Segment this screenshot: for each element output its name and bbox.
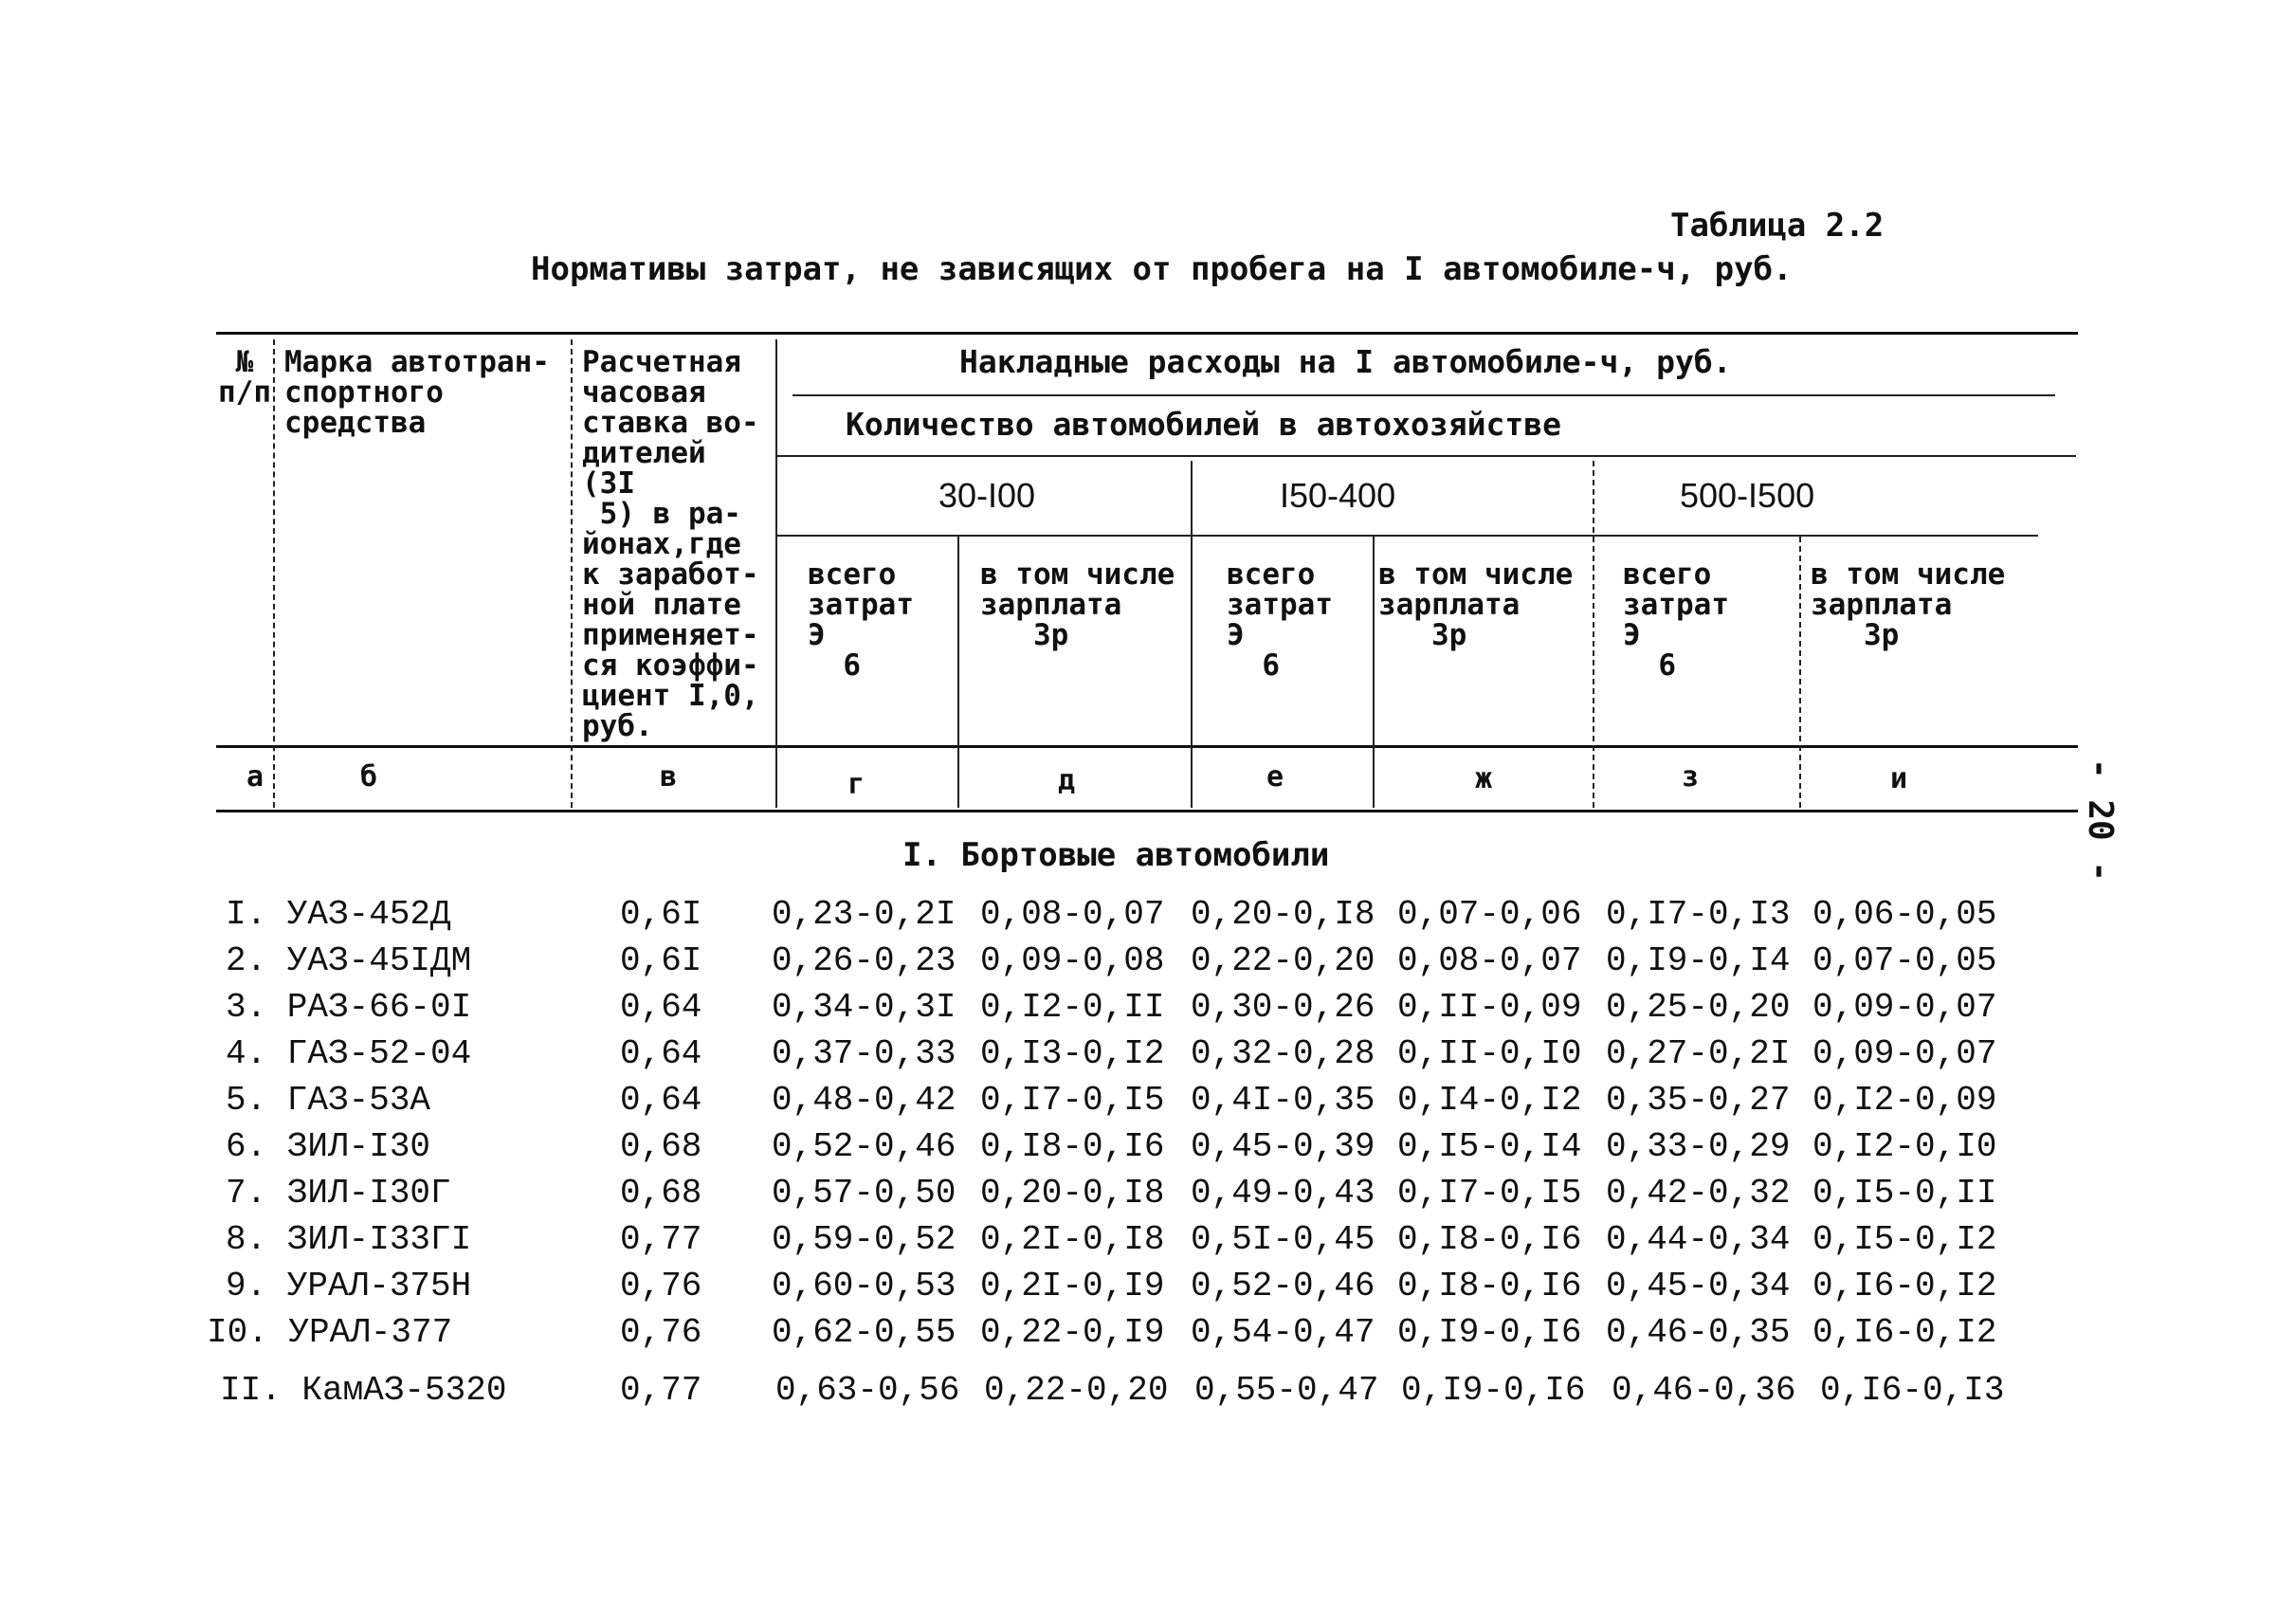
value-zh: 0,I9-0,I6 <box>1397 1313 1582 1352</box>
value-g: 0,48-0,42 <box>772 1081 956 1120</box>
rate-value: 0,77 <box>620 1220 702 1259</box>
header-overhead: Накладные расходы на I автомобиле-ч, руб. <box>959 343 1732 380</box>
value-g: 0,34-0,3I <box>772 988 956 1027</box>
value-z: 0,44-0,34 <box>1606 1220 1791 1259</box>
rate-value: 0,6I <box>620 895 702 934</box>
value-g: 0,37-0,33 <box>772 1034 956 1073</box>
value-z: 0,42-0,32 <box>1606 1174 1791 1213</box>
vehicle-name: 5. ГАЗ-53А <box>226 1081 431 1120</box>
value-z: 0,27-0,2I <box>1606 1034 1791 1073</box>
table-row <box>0 895 2295 940</box>
vehicle-name: 2. УАЗ-45IДМ <box>226 941 472 980</box>
divider-range2 <box>1593 461 1594 808</box>
letter-g: г <box>847 768 865 801</box>
value-z: 0,45-0,34 <box>1606 1267 1791 1305</box>
value-g: 0,59-0,52 <box>772 1220 956 1259</box>
overhead-rule <box>792 394 2055 396</box>
rate-value: 0,76 <box>620 1313 702 1352</box>
table-row <box>0 1220 2295 1266</box>
value-e: 0,5I-0,45 <box>1191 1220 1375 1259</box>
header-top-rule <box>216 332 2078 335</box>
value-e: 0,30-0,26 <box>1191 988 1375 1027</box>
rate-value: 0,68 <box>620 1174 702 1213</box>
subheader-wage-1: в том числе зарплата Зр <box>980 557 1175 652</box>
divider-z-i <box>1799 537 1801 808</box>
table-row <box>0 1313 2295 1359</box>
value-d: 0,I2-0,II <box>980 988 1165 1027</box>
table-row <box>0 1267 2295 1312</box>
divider-a-b <box>273 339 275 808</box>
vehicle-name: I. УАЗ-452Д <box>226 895 451 934</box>
table-label: Таблица 2.2 <box>1670 207 1885 245</box>
value-i: 0,I5-0,II <box>1812 1174 1997 1213</box>
letter-d: д <box>1058 764 1076 797</box>
value-i: 0,I6-0,I3 <box>1820 1371 2005 1410</box>
value-e: 0,4I-0,35 <box>1191 1081 1375 1120</box>
value-d: 0,22-0,20 <box>984 1371 1169 1410</box>
page-number: - 20 - <box>2081 758 2120 883</box>
value-i: 0,06-0,05 <box>1812 895 1997 934</box>
value-g: 0,60-0,53 <box>772 1267 956 1305</box>
subheader-total-2: всего затрат Э 6 <box>1227 557 1333 683</box>
value-i: 0,09-0,07 <box>1812 988 1997 1027</box>
value-e: 0,55-0,47 <box>1194 1371 1379 1410</box>
value-i: 0,I6-0,I2 <box>1812 1313 1997 1352</box>
divider-g-d <box>957 537 959 808</box>
rate-value: 0,64 <box>620 988 702 1027</box>
value-d: 0,I8-0,I6 <box>980 1127 1165 1166</box>
value-zh: 0,I8-0,I6 <box>1397 1267 1582 1305</box>
vehicle-name: 8. ЗИЛ-I33ГI <box>226 1220 472 1259</box>
table-row <box>0 941 2295 987</box>
value-z: 0,25-0,20 <box>1606 988 1791 1027</box>
value-e: 0,54-0,47 <box>1191 1313 1375 1352</box>
letter-z: з <box>1682 760 1700 794</box>
value-zh: 0,I9-0,I6 <box>1401 1371 1586 1410</box>
vehicle-name: II. КамАЗ-5320 <box>220 1371 507 1410</box>
divider-range1 <box>1191 461 1193 808</box>
subheader-wage-2: в том числе зарплата Зр <box>1378 557 1574 652</box>
letter-e: е <box>1266 760 1284 794</box>
subheader-total-1: всего затрат Э 6 <box>808 557 914 683</box>
header-vehicle-count: Количество автомобилей в автохозяйстве <box>846 406 1561 443</box>
value-zh: 0,I5-0,I4 <box>1397 1127 1582 1166</box>
table-row <box>0 1127 2295 1173</box>
vehicle-name: 7. ЗИЛ-I30Г <box>226 1174 451 1213</box>
value-zh: 0,I4-0,I2 <box>1397 1081 1582 1120</box>
vehicle-name: 9. УРАЛ-375Н <box>226 1267 472 1305</box>
value-zh: 0,I8-0,I6 <box>1397 1220 1582 1259</box>
value-i: 0,I5-0,I2 <box>1812 1220 1997 1259</box>
value-e: 0,45-0,39 <box>1191 1127 1375 1166</box>
subheader-wage-3: в том числе зарплата Зр <box>1811 557 2006 652</box>
value-e: 0,20-0,I8 <box>1191 895 1375 934</box>
value-g: 0,57-0,50 <box>772 1174 956 1213</box>
value-e: 0,22-0,20 <box>1191 941 1375 980</box>
value-d: 0,I3-0,I2 <box>980 1034 1165 1073</box>
value-z: 0,46-0,36 <box>1612 1371 1796 1410</box>
rate-value: 0,76 <box>620 1267 702 1305</box>
value-d: 0,2I-0,I9 <box>980 1267 1165 1305</box>
vehicle-name: 4. ГАЗ-52-04 <box>226 1034 472 1073</box>
value-i: 0,07-0,05 <box>1812 941 1997 980</box>
rate-value: 0,68 <box>620 1127 702 1166</box>
header-brand: Марка автотран- спортного средства <box>284 345 550 440</box>
value-z: 0,I7-0,I3 <box>1606 895 1791 934</box>
value-g: 0,23-0,2I <box>772 895 956 934</box>
divider-b-c <box>571 339 573 808</box>
letter-a: а <box>246 760 264 794</box>
rate-value: 0,6I <box>620 941 702 980</box>
value-i: 0,I6-0,I2 <box>1812 1267 1997 1305</box>
section-title: I. Бортовые автомобили <box>902 836 1330 874</box>
table-row <box>0 988 2295 1033</box>
range-150-400: I50-400 <box>1280 476 1396 515</box>
rate-value: 0,77 <box>620 1371 702 1410</box>
value-d: 0,09-0,08 <box>980 941 1165 980</box>
vehicle-name: I0. УРАЛ-377 <box>207 1313 453 1352</box>
value-zh: 0,07-0,06 <box>1397 895 1582 934</box>
letters-bottom-rule <box>216 810 2078 812</box>
value-z: 0,33-0,29 <box>1606 1127 1791 1166</box>
value-g: 0,52-0,46 <box>772 1127 956 1166</box>
range-30-100: 30-I00 <box>938 476 1036 515</box>
value-i: 0,I2-0,I0 <box>1812 1127 1997 1166</box>
rate-value: 0,64 <box>620 1081 702 1120</box>
divider-c-d <box>775 339 777 808</box>
rate-value: 0,64 <box>620 1034 702 1073</box>
value-g: 0,62-0,55 <box>772 1313 956 1352</box>
table-row <box>0 1174 2295 1219</box>
vehicle-name: 6. ЗИЛ-I30 <box>226 1127 431 1166</box>
value-i: 0,09-0,07 <box>1812 1034 1997 1073</box>
subheader-total-3: всего затрат Э 6 <box>1623 557 1729 683</box>
header-rate: Расчетная часовая ставка во- дителей (ЗI 5) в ра- йонах,где к заработ- ной плате применяет- ся коэффи- циент I,0, руб. <box>582 345 759 743</box>
value-e: 0,52-0,46 <box>1191 1267 1375 1305</box>
table-row <box>0 1081 2295 1126</box>
header-num: № п/п <box>218 345 271 410</box>
value-z: 0,35-0,27 <box>1606 1081 1791 1120</box>
range-rule <box>777 535 2038 537</box>
letter-v: в <box>660 760 678 794</box>
letter-i: и <box>1890 762 1908 795</box>
value-e: 0,49-0,43 <box>1191 1174 1375 1213</box>
value-d: 0,2I-0,I8 <box>980 1220 1165 1259</box>
value-zh: 0,I7-0,I5 <box>1397 1174 1582 1213</box>
value-z: 0,I9-0,I4 <box>1606 941 1791 980</box>
value-e: 0,32-0,28 <box>1191 1034 1375 1073</box>
value-d: 0,I7-0,I5 <box>980 1081 1165 1120</box>
value-g: 0,26-0,23 <box>772 941 956 980</box>
table-row <box>0 1371 2295 1416</box>
value-d: 0,20-0,I8 <box>980 1174 1165 1213</box>
value-i: 0,I2-0,09 <box>1812 1081 1997 1120</box>
value-zh: 0,II-0,09 <box>1397 988 1582 1027</box>
letter-zh: ж <box>1475 762 1493 795</box>
value-d: 0,08-0,07 <box>980 895 1165 934</box>
count-rule <box>777 455 2076 457</box>
table-title: Нормативы затрат, не зависящих от пробега на I автомобиле-ч, руб. <box>531 250 1793 288</box>
value-d: 0,22-0,I9 <box>980 1313 1165 1352</box>
value-zh: 0,08-0,07 <box>1397 941 1582 980</box>
vehicle-name: 3. РАЗ-66-0I <box>226 988 472 1027</box>
value-zh: 0,II-0,I0 <box>1397 1034 1582 1073</box>
value-g: 0,63-0,56 <box>775 1371 960 1410</box>
table-row <box>0 1034 2295 1080</box>
divider-e-zh <box>1373 537 1375 808</box>
range-500-1500: 500-I500 <box>1680 476 1815 515</box>
letter-b: б <box>360 760 378 794</box>
value-z: 0,46-0,35 <box>1606 1313 1791 1352</box>
